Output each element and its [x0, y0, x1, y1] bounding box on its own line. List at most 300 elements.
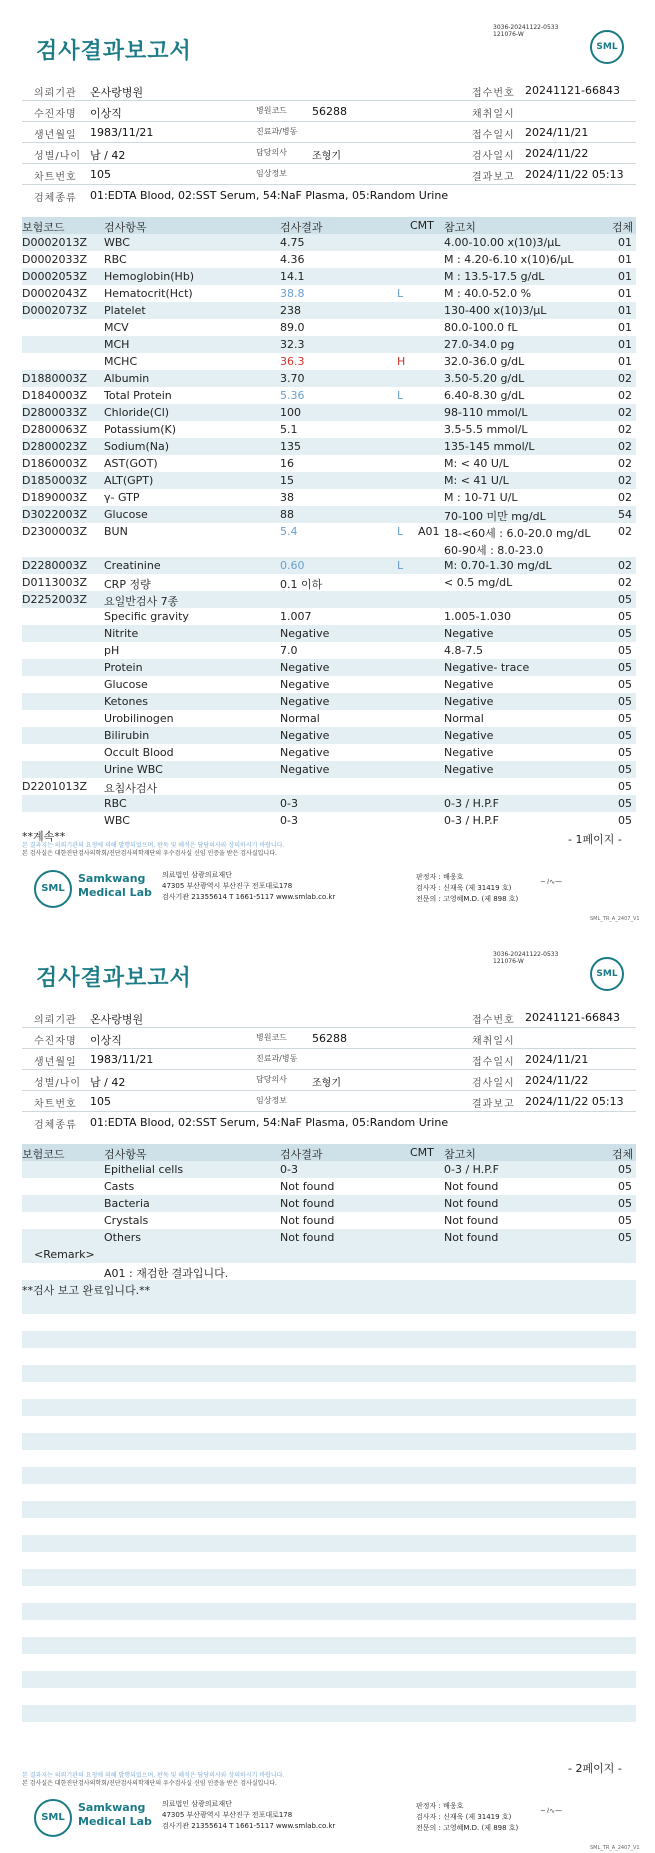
company-name-2: Medical Lab — [78, 886, 152, 899]
row-item: Specific gravity — [104, 610, 189, 623]
row-spec: 01 — [618, 338, 632, 351]
continued-label: **계속** — [22, 830, 66, 843]
row-item: Urobilinogen — [104, 712, 174, 725]
footer-staff — [416, 1801, 518, 1834]
row-item: Bilirubin — [104, 729, 150, 742]
row-code: D1880003Z — [22, 372, 87, 385]
row-ref: 0-3 / H.P.F — [444, 1163, 499, 1176]
row-ref: Negative — [444, 763, 494, 776]
row-spec: 05 — [618, 1163, 632, 1176]
row-ref: Not found — [444, 1180, 499, 1193]
table-row — [22, 336, 636, 353]
table-row — [22, 285, 636, 302]
row-item: Hematocrit(Hct) — [104, 287, 193, 300]
row-ref: 80.0-100.0 fL — [444, 321, 518, 334]
value-dob: 1983/11/21 — [90, 1053, 154, 1066]
table-row — [22, 506, 636, 523]
label-hosp-code: 병원코드 — [256, 106, 287, 115]
col-spec: 검체 — [612, 1148, 634, 1161]
footer-org: 의료법인 삼광의료재단 — [162, 1800, 232, 1808]
row-result: Not found — [280, 1231, 335, 1244]
col-item: 검사항목 — [104, 1148, 147, 1161]
row-spec: 05 — [618, 695, 632, 708]
results-table-header — [22, 1144, 636, 1161]
table-row — [22, 574, 636, 591]
row-spec: 05 — [618, 1231, 632, 1244]
row-ref-line2: 60-90세 : 8.0-23.0 — [444, 544, 544, 557]
row-spec: 05 — [618, 712, 632, 725]
empty-row — [22, 1331, 636, 1348]
label-collect: 채취일시 — [472, 109, 515, 120]
row-ref: Negative — [444, 695, 494, 708]
row-item: Bacteria — [104, 1197, 150, 1210]
table-row — [22, 676, 636, 693]
table-row — [22, 642, 636, 659]
row-result: 5.1 — [280, 423, 298, 436]
label-report-date: 결과보고 — [472, 172, 515, 183]
row-item: Hemoglobin(Hb) — [104, 270, 195, 283]
row-result: Not found — [280, 1197, 335, 1210]
row-item: Others — [104, 1231, 141, 1244]
row-result: Not found — [280, 1214, 335, 1227]
empty-row — [22, 1450, 636, 1467]
row-spec: 02 — [618, 525, 632, 538]
empty-row — [22, 1365, 636, 1382]
col-code: 보험코드 — [22, 1148, 65, 1161]
value-receipt-no: 20241121-66843 — [525, 1011, 620, 1024]
row-code: D0002013Z — [22, 236, 87, 249]
value-doctor: 조형기 — [312, 1078, 341, 1089]
row-spec: 54 — [618, 508, 632, 521]
row-result: 0-3 — [280, 1163, 298, 1176]
label-test-date: 검사일시 — [472, 1078, 515, 1089]
label-report-date: 결과보고 — [472, 1099, 515, 1110]
form-code: SML_TR_A_2407_V1 — [590, 1845, 640, 1851]
row-ref: M : 4.20-6.10 x(10)6/μL — [444, 253, 574, 266]
results-table-page2 — [22, 1161, 636, 1246]
row-ref: 3.5-5.5 mmol/L — [444, 423, 528, 436]
row-code: D0113003Z — [22, 576, 87, 589]
row-code: D1840003Z — [22, 389, 87, 402]
row-flag: L — [397, 559, 404, 572]
disclaimer-note: 본 결과지는 의뢰기관의 요청에 의해 발행되었으며, 판독 및 해석은 담당의사와 상의하시기 바랍니다. — [22, 842, 285, 849]
table-row — [22, 1178, 636, 1195]
row-spec: 05 — [618, 780, 632, 793]
label-receipt-no: 접수번호 — [472, 1015, 515, 1026]
row-spec: 02 — [618, 559, 632, 572]
table-row — [22, 472, 636, 489]
row-code: D0002053Z — [22, 270, 87, 283]
row-result: 38 — [280, 491, 294, 504]
footer-staff — [416, 872, 518, 905]
form-code: SML_TR_A_2407_V1 — [590, 916, 640, 922]
row-ref: Normal — [444, 712, 484, 725]
page-number: - 1페이지 - — [568, 833, 622, 846]
value-receipt-no: 20241121-66843 — [525, 84, 620, 97]
row-spec: 01 — [618, 355, 632, 368]
report-complete: **검사 보고 완료입니다.** — [22, 1284, 151, 1297]
row-item: Chloride(Cl) — [104, 406, 170, 419]
value-specimen: 01:EDTA Blood, 02:SST Serum, 54:NaF Plasma, 05:Random Urine — [90, 1116, 449, 1129]
row-item: WBC — [104, 236, 130, 249]
staff-1: 판정자 : 배웅호 — [416, 873, 464, 881]
row-ref: 3.50-5.20 g/dL — [444, 372, 525, 385]
row-ref: Negative — [444, 729, 494, 742]
row-result: Not found — [280, 1180, 335, 1193]
row-ref: 130-400 x(10)3/μL — [444, 304, 547, 317]
row-spec: 01 — [618, 321, 632, 334]
row-spec: 05 — [618, 1180, 632, 1193]
row-result: 238 — [280, 304, 301, 317]
value-institution: 온사랑병원 — [90, 86, 144, 99]
accreditation-note: 본 검사실은 대한진단검사의학회/진단검사의학재단의 우수검사실 신임 인증을 받은 검사실입니다. — [22, 1780, 277, 1787]
footer-tel: 검사기관 21355614 T 1661-5117 www.smlab.co.kr — [162, 1822, 336, 1830]
row-code: D1850003Z — [22, 474, 87, 487]
footer-info — [162, 870, 335, 903]
staff-1: 판정자 : 배웅호 — [416, 1802, 464, 1810]
table-row — [22, 251, 636, 268]
row-spec: 02 — [618, 406, 632, 419]
label-doctor: 담당의사 — [256, 148, 287, 157]
row-item: Creatinine — [104, 559, 161, 572]
row-spec: 05 — [618, 610, 632, 623]
label-institution: 의뢰기관 — [34, 88, 77, 99]
row-spec: 05 — [618, 763, 632, 776]
row-spec: 05 — [618, 746, 632, 759]
row-item: pH — [104, 644, 120, 657]
row-result: 0-3 — [280, 814, 298, 827]
row-item: Platelet — [104, 304, 146, 317]
row-spec: 05 — [618, 729, 632, 742]
page-number: - 2페이지 - — [568, 1762, 622, 1775]
row-flag: H — [397, 355, 406, 368]
footer — [0, 864, 655, 924]
table-row — [22, 455, 636, 472]
table-row — [22, 1161, 636, 1178]
value-patient: 이상직 — [90, 1034, 122, 1047]
label-sex-age: 성별/나이 — [34, 1078, 82, 1089]
table-row — [22, 1212, 636, 1229]
accreditation-note: 본 검사실은 대한진단검사의학회/진단검사의학재단의 우수검사실 신임 인증을 받은 검사실입니다. — [22, 850, 277, 857]
row-spec: 01 — [618, 236, 632, 249]
row-item: Ketones — [104, 695, 148, 708]
results-table-header — [22, 217, 636, 234]
row-item: Albumin — [104, 372, 150, 385]
row-cmt: A01 — [418, 525, 440, 538]
row-spec: 01 — [618, 253, 632, 266]
row-spec: 05 — [618, 797, 632, 810]
row-code: D2280003Z — [22, 559, 87, 572]
empty-row — [22, 1586, 636, 1603]
row-item: CRP 정량 — [104, 578, 151, 591]
col-cmt: CMT — [410, 1146, 434, 1159]
row-result: 5.36 — [280, 389, 305, 402]
label-institution: 의뢰기관 — [34, 1015, 77, 1026]
row-code: D2800033Z — [22, 406, 87, 419]
row-item: γ- GTP — [104, 491, 140, 504]
label-collect: 채취일시 — [472, 1036, 515, 1047]
empty-row — [22, 1382, 636, 1399]
row-result: Negative — [280, 729, 330, 742]
table-row — [22, 591, 636, 608]
table-row — [22, 557, 636, 574]
sml-logo: SML — [590, 30, 624, 64]
row-item: Protein — [104, 661, 143, 674]
col-result: 검사결과 — [280, 1148, 323, 1161]
row-spec: 05 — [618, 661, 632, 674]
row-item: Potassium(K) — [104, 423, 177, 436]
row-result: 88 — [280, 508, 294, 521]
table-row — [22, 795, 636, 812]
row-code: D1890003Z — [22, 491, 87, 504]
row-ref: Negative — [444, 627, 494, 640]
row-item: ALT(GPT) — [104, 474, 154, 487]
row-result: Negative — [280, 678, 330, 691]
row-spec: 05 — [618, 678, 632, 691]
table-row — [22, 693, 636, 710]
row-code: D1860003Z — [22, 457, 87, 470]
label-sex-age: 성별/나이 — [34, 151, 82, 162]
label-specimen: 검체종류 — [34, 1120, 77, 1131]
row-result: 0.60 — [280, 559, 305, 572]
empty-row — [22, 1722, 636, 1739]
value-sex-age: 남 / 42 — [90, 1076, 126, 1089]
table-row — [22, 710, 636, 727]
row-item: Crystals — [104, 1214, 149, 1227]
row-result: Negative — [280, 661, 330, 674]
value-report-date: 2024/11/22 05:13 — [525, 168, 624, 181]
table-row — [22, 659, 636, 676]
row-item: Casts — [104, 1180, 135, 1193]
empty-row — [22, 1501, 636, 1518]
row-result: 38.8 — [280, 287, 305, 300]
remark-section — [22, 1246, 636, 1297]
value-doctor: 조형기 — [312, 151, 341, 162]
row-result: 16 — [280, 457, 294, 470]
label-receipt-no: 접수번호 — [472, 88, 515, 99]
value-hosp-code: 56288 — [312, 105, 347, 118]
value-hosp-code: 56288 — [312, 1032, 347, 1045]
label-dob: 생년월일 — [34, 1057, 77, 1068]
table-row — [22, 353, 636, 370]
row-ref: 6.40-8.30 g/dL — [444, 389, 525, 402]
company-name-1: Samkwang — [78, 872, 146, 885]
empty-row — [22, 1637, 636, 1654]
company-name-2: Medical Lab — [78, 1815, 152, 1828]
staff-3: 전문의 : 고영혜M.D. (제 898 호) — [416, 1824, 519, 1832]
footer-company — [78, 872, 152, 900]
table-row — [22, 438, 636, 455]
empty-row — [22, 1671, 636, 1688]
table-row — [22, 421, 636, 438]
row-ref: M: 0.70-1.30 mg/dL — [444, 559, 552, 572]
label-chart: 차트번호 — [34, 172, 77, 183]
empty-row — [22, 1688, 636, 1705]
row-result: Normal — [280, 712, 320, 725]
table-row — [22, 404, 636, 421]
row-item: Occult Blood — [104, 746, 174, 759]
value-sex-age: 남 / 42 — [90, 149, 126, 162]
row-item: Glucose — [104, 508, 148, 521]
table-row — [22, 234, 636, 251]
col-item: 검사항목 — [104, 221, 147, 234]
table-row — [22, 744, 636, 761]
row-ref: 1.005-1.030 — [444, 610, 511, 623]
row-item: RBC — [104, 797, 127, 810]
label-doctor: 담당의사 — [256, 1075, 287, 1084]
row-spec: 02 — [618, 389, 632, 402]
report-ref: 3036-20241122-0533 121076-W — [493, 951, 559, 965]
row-ref: < 0.5 mg/dL — [444, 576, 513, 589]
label-patient: 수진자명 — [34, 1036, 77, 1047]
row-ref: M: < 40 U/L — [444, 457, 509, 470]
empty-row — [22, 1603, 636, 1620]
row-code: D3022003Z — [22, 508, 87, 521]
table-row — [22, 387, 636, 404]
label-chart: 차트번호 — [34, 1099, 77, 1110]
label-test-date: 검사일시 — [472, 151, 515, 162]
row-item: MCHC — [104, 355, 138, 368]
empty-row — [22, 1535, 636, 1552]
row-spec: 02 — [618, 372, 632, 385]
table-row — [22, 489, 636, 506]
row-result: Negative — [280, 763, 330, 776]
table-row — [22, 1195, 636, 1212]
remark-label: <Remark> — [34, 1248, 95, 1261]
row-result: 7.0 — [280, 644, 298, 657]
table-row — [22, 761, 636, 778]
row-item: BUN — [104, 525, 128, 538]
empty-row — [22, 1433, 636, 1450]
label-specimen: 검체종류 — [34, 193, 77, 204]
table-row — [22, 319, 636, 336]
row-spec: 02 — [618, 576, 632, 589]
value-dob: 1983/11/21 — [90, 126, 154, 139]
footer-addr: 47305 부산광역시 부산진구 전포대로178 — [162, 1811, 293, 1819]
value-test-date: 2024/11/22 — [525, 147, 589, 160]
label-clinical: 임상정보 — [256, 1096, 287, 1105]
row-spec: 02 — [618, 423, 632, 436]
row-ref: M: < 41 U/L — [444, 474, 509, 487]
row-result: 14.1 — [280, 270, 305, 283]
empty-rows — [22, 1297, 636, 1739]
row-ref: 0-3 / H.P.F — [444, 814, 499, 827]
row-code: D2800023Z — [22, 440, 87, 453]
empty-row — [22, 1484, 636, 1501]
row-ref: M : 40.0-52.0 % — [444, 287, 532, 300]
footer-info — [162, 1799, 335, 1832]
table-row — [22, 302, 636, 319]
row-result: Negative — [280, 746, 330, 759]
row-ref: Not found — [444, 1197, 499, 1210]
row-result: 32.3 — [280, 338, 305, 351]
row-ref: 98-110 mmol/L — [444, 406, 528, 419]
empty-row — [22, 1552, 636, 1569]
remark-text: A01 : 재검한 결과입니다. — [104, 1267, 229, 1280]
disclaimer-note: 본 결과지는 의뢰기관의 요청에 의해 발행되었으며, 판독 및 해석은 담당의사와 상의하시기 바랍니다. — [22, 1772, 285, 1779]
row-spec: 01 — [618, 287, 632, 300]
row-result: 100 — [280, 406, 301, 419]
label-dept: 진료과/병동 — [256, 1054, 298, 1063]
row-item: Glucose — [104, 678, 148, 691]
empty-row — [22, 1518, 636, 1535]
table-row — [22, 812, 636, 829]
row-ref: Negative — [444, 746, 494, 759]
footer-org: 의료법인 삼광의료재단 — [162, 871, 232, 879]
row-item: Sodium(Na) — [104, 440, 169, 453]
row-ref: Negative- trace — [444, 661, 530, 674]
row-flag: L — [397, 287, 404, 300]
row-item: 요일반검사 7종 — [104, 595, 179, 608]
row-result: 4.75 — [280, 236, 305, 249]
row-ref: 135-145 mmol/L — [444, 440, 535, 453]
report-ref: 3036-20241122-0533 121076-W — [493, 24, 559, 38]
row-ref: 18-<60세 : 6.0-20.0 mg/dL — [444, 527, 591, 540]
row-result: 36.3 — [280, 355, 305, 368]
empty-row — [22, 1297, 636, 1314]
col-spec: 검체 — [612, 221, 634, 234]
page-title: 검사결과보고서 — [36, 966, 192, 991]
empty-row — [22, 1314, 636, 1331]
empty-row — [22, 1467, 636, 1484]
row-result: 4.36 — [280, 253, 305, 266]
row-item: AST(GOT) — [104, 457, 158, 470]
empty-row — [22, 1416, 636, 1433]
col-code: 보험코드 — [22, 221, 65, 234]
row-ref: Negative — [444, 678, 494, 691]
staff-2: 검사자 : 신재욱 (제 31419 호) — [416, 884, 512, 892]
empty-row — [22, 1569, 636, 1586]
row-item: Urine WBC — [104, 763, 163, 776]
row-item: MCH — [104, 338, 130, 351]
row-result: 1.007 — [280, 610, 312, 623]
signature-icon: ~⌇∿⁓ — [540, 878, 563, 886]
value-chart: 105 — [90, 168, 111, 181]
row-ref: M : 10-71 U/L — [444, 491, 518, 504]
value-institution: 온사랑병원 — [90, 1013, 144, 1026]
row-ref: Not found — [444, 1231, 499, 1244]
row-result: 0.1 이하 — [280, 578, 323, 591]
row-spec: 02 — [618, 440, 632, 453]
table-row — [22, 370, 636, 387]
results-table-page1 — [22, 234, 636, 829]
row-code: D0002043Z — [22, 287, 87, 300]
row-result: Negative — [280, 695, 330, 708]
row-spec: 01 — [618, 270, 632, 283]
col-result: 검사결과 — [280, 221, 323, 234]
empty-row — [22, 1705, 636, 1722]
label-dept: 진료과/병동 — [256, 127, 298, 136]
row-flag: L — [397, 525, 404, 538]
row-item: RBC — [104, 253, 127, 266]
table-row — [22, 625, 636, 642]
company-name-1: Samkwang — [78, 1801, 146, 1814]
col-ref: 참고치 — [444, 1148, 476, 1161]
row-spec: 05 — [618, 1197, 632, 1210]
row-code: D0002073Z — [22, 304, 87, 317]
row-item: 요침사검사 — [104, 782, 158, 795]
row-ref: Not found — [444, 1214, 499, 1227]
row-result: Negative — [280, 627, 330, 640]
row-item: Total Protein — [104, 389, 172, 402]
row-spec: 05 — [618, 1214, 632, 1227]
page-title: 검사결과보고서 — [36, 39, 192, 64]
footer-logo: SML — [34, 1799, 72, 1837]
row-flag: L — [397, 389, 404, 402]
row-ref: 70-100 미만 mg/dL — [444, 510, 546, 523]
table-row — [22, 523, 636, 557]
empty-row — [22, 1348, 636, 1365]
